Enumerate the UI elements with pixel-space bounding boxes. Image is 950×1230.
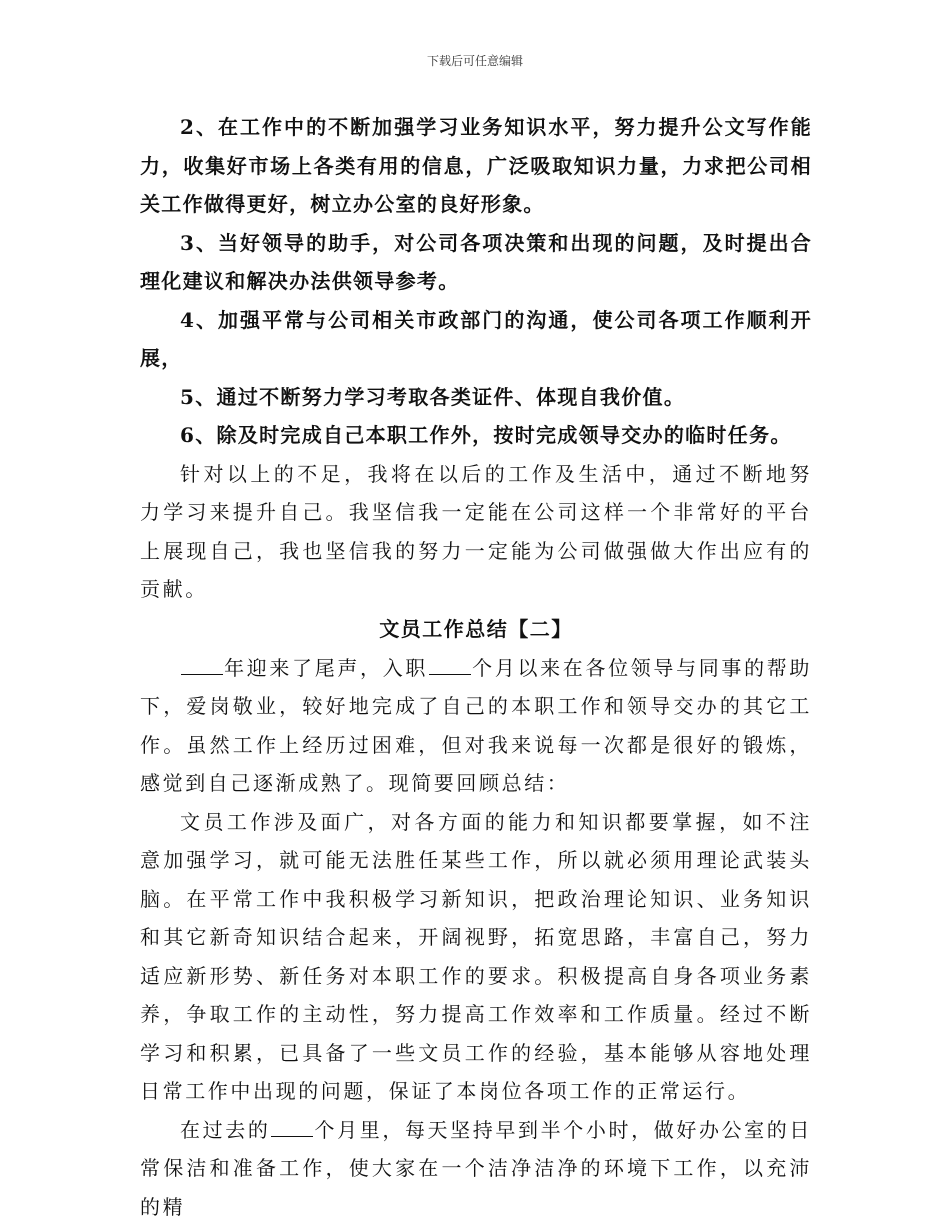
intro-text-1: 年迎来了尾声，入职 [224, 655, 429, 680]
list-item-2: 2、在工作中的不断加强学习业务知识水平，努力提升公文写作能力，收集好市场上各类有用的信息，广泛吸取知识力量，力求把公司相关工作做得更好，树立办公室的良好形象。 [140, 115, 812, 216]
body-paragraph: 文员工作涉及面广，对各方面的能力和知识都要掌握，如不注意加强学习，就可能无法胜任某些工作，所以就必须用理论武装头脑。在平常工作中我积极学习新知识，把政治理论知识、业务知识和其它新奇知识结合起来，开阔视野，拓宽思路，丰富自己，努力适应新形势、新任务对本职工作的要求。积极提高自身各项业务素养，争取工作的主动性，努力提高工作效率和工作质量。经过不断学习和积累，已具备了一些文员工作的经验，基本能够从容地处理日常工作中出现的问题，保证了本岗位各项工作的正常运行。 [140, 809, 812, 1103]
list-item-4: 4、加强平常与公司相关市政部门的沟通，使公司各项工作顺利开展， [140, 307, 812, 370]
para3-text-1: 在过去的 [180, 1117, 271, 1142]
fill-in-blank [181, 655, 223, 675]
list-item-5: 5、通过不断努力学习考取各类证件、体现自我价值。 [180, 384, 686, 409]
para3-text-2: 个月里，每天坚持早到半个小时，做好办公室的日常保洁和准备工作，使大家在一个洁净洁净的环境下工作，以充沛的精 [140, 1117, 812, 1219]
document-body [140, 108, 812, 1226]
fill-in-blank [271, 1117, 313, 1137]
section-title: 文员工作总结【二】 [379, 616, 573, 641]
page-header: 下载后可任意编辑 [426, 54, 523, 68]
intro-text-2: 个月以来在各位领导与同事的帮助下，爱岗敬业，较好地完成了自己的本职工作和领导交办的其它工作。虽然工作上经历过困难，但对我来说每一次都是很好的锻炼，感觉到自己逐渐成熟了。现简要回顾总结： [140, 655, 813, 795]
closing-paragraph [140, 1111, 812, 1227]
fill-in-blank [429, 655, 471, 675]
intro-paragraph [140, 649, 812, 803]
list-item-3: 3、当好领导的助手，对公司各项决策和出现的问题，及时提出合理化建议和解决办法供领导参考。 [140, 230, 812, 293]
conclusion-paragraph: 针对以上的不足，我将在以后的工作及生活中，通过不断地努力学习来提升自己。我坚信我一定能在公司这样一个非常好的平台上展现自己，我也坚信我的努力一定能为公司做强做大作出应有的贡献。 [140, 461, 812, 601]
list-item-6: 6、除及时完成自己本职工作外，按时完成领导交办的临时任务。 [180, 423, 792, 447]
